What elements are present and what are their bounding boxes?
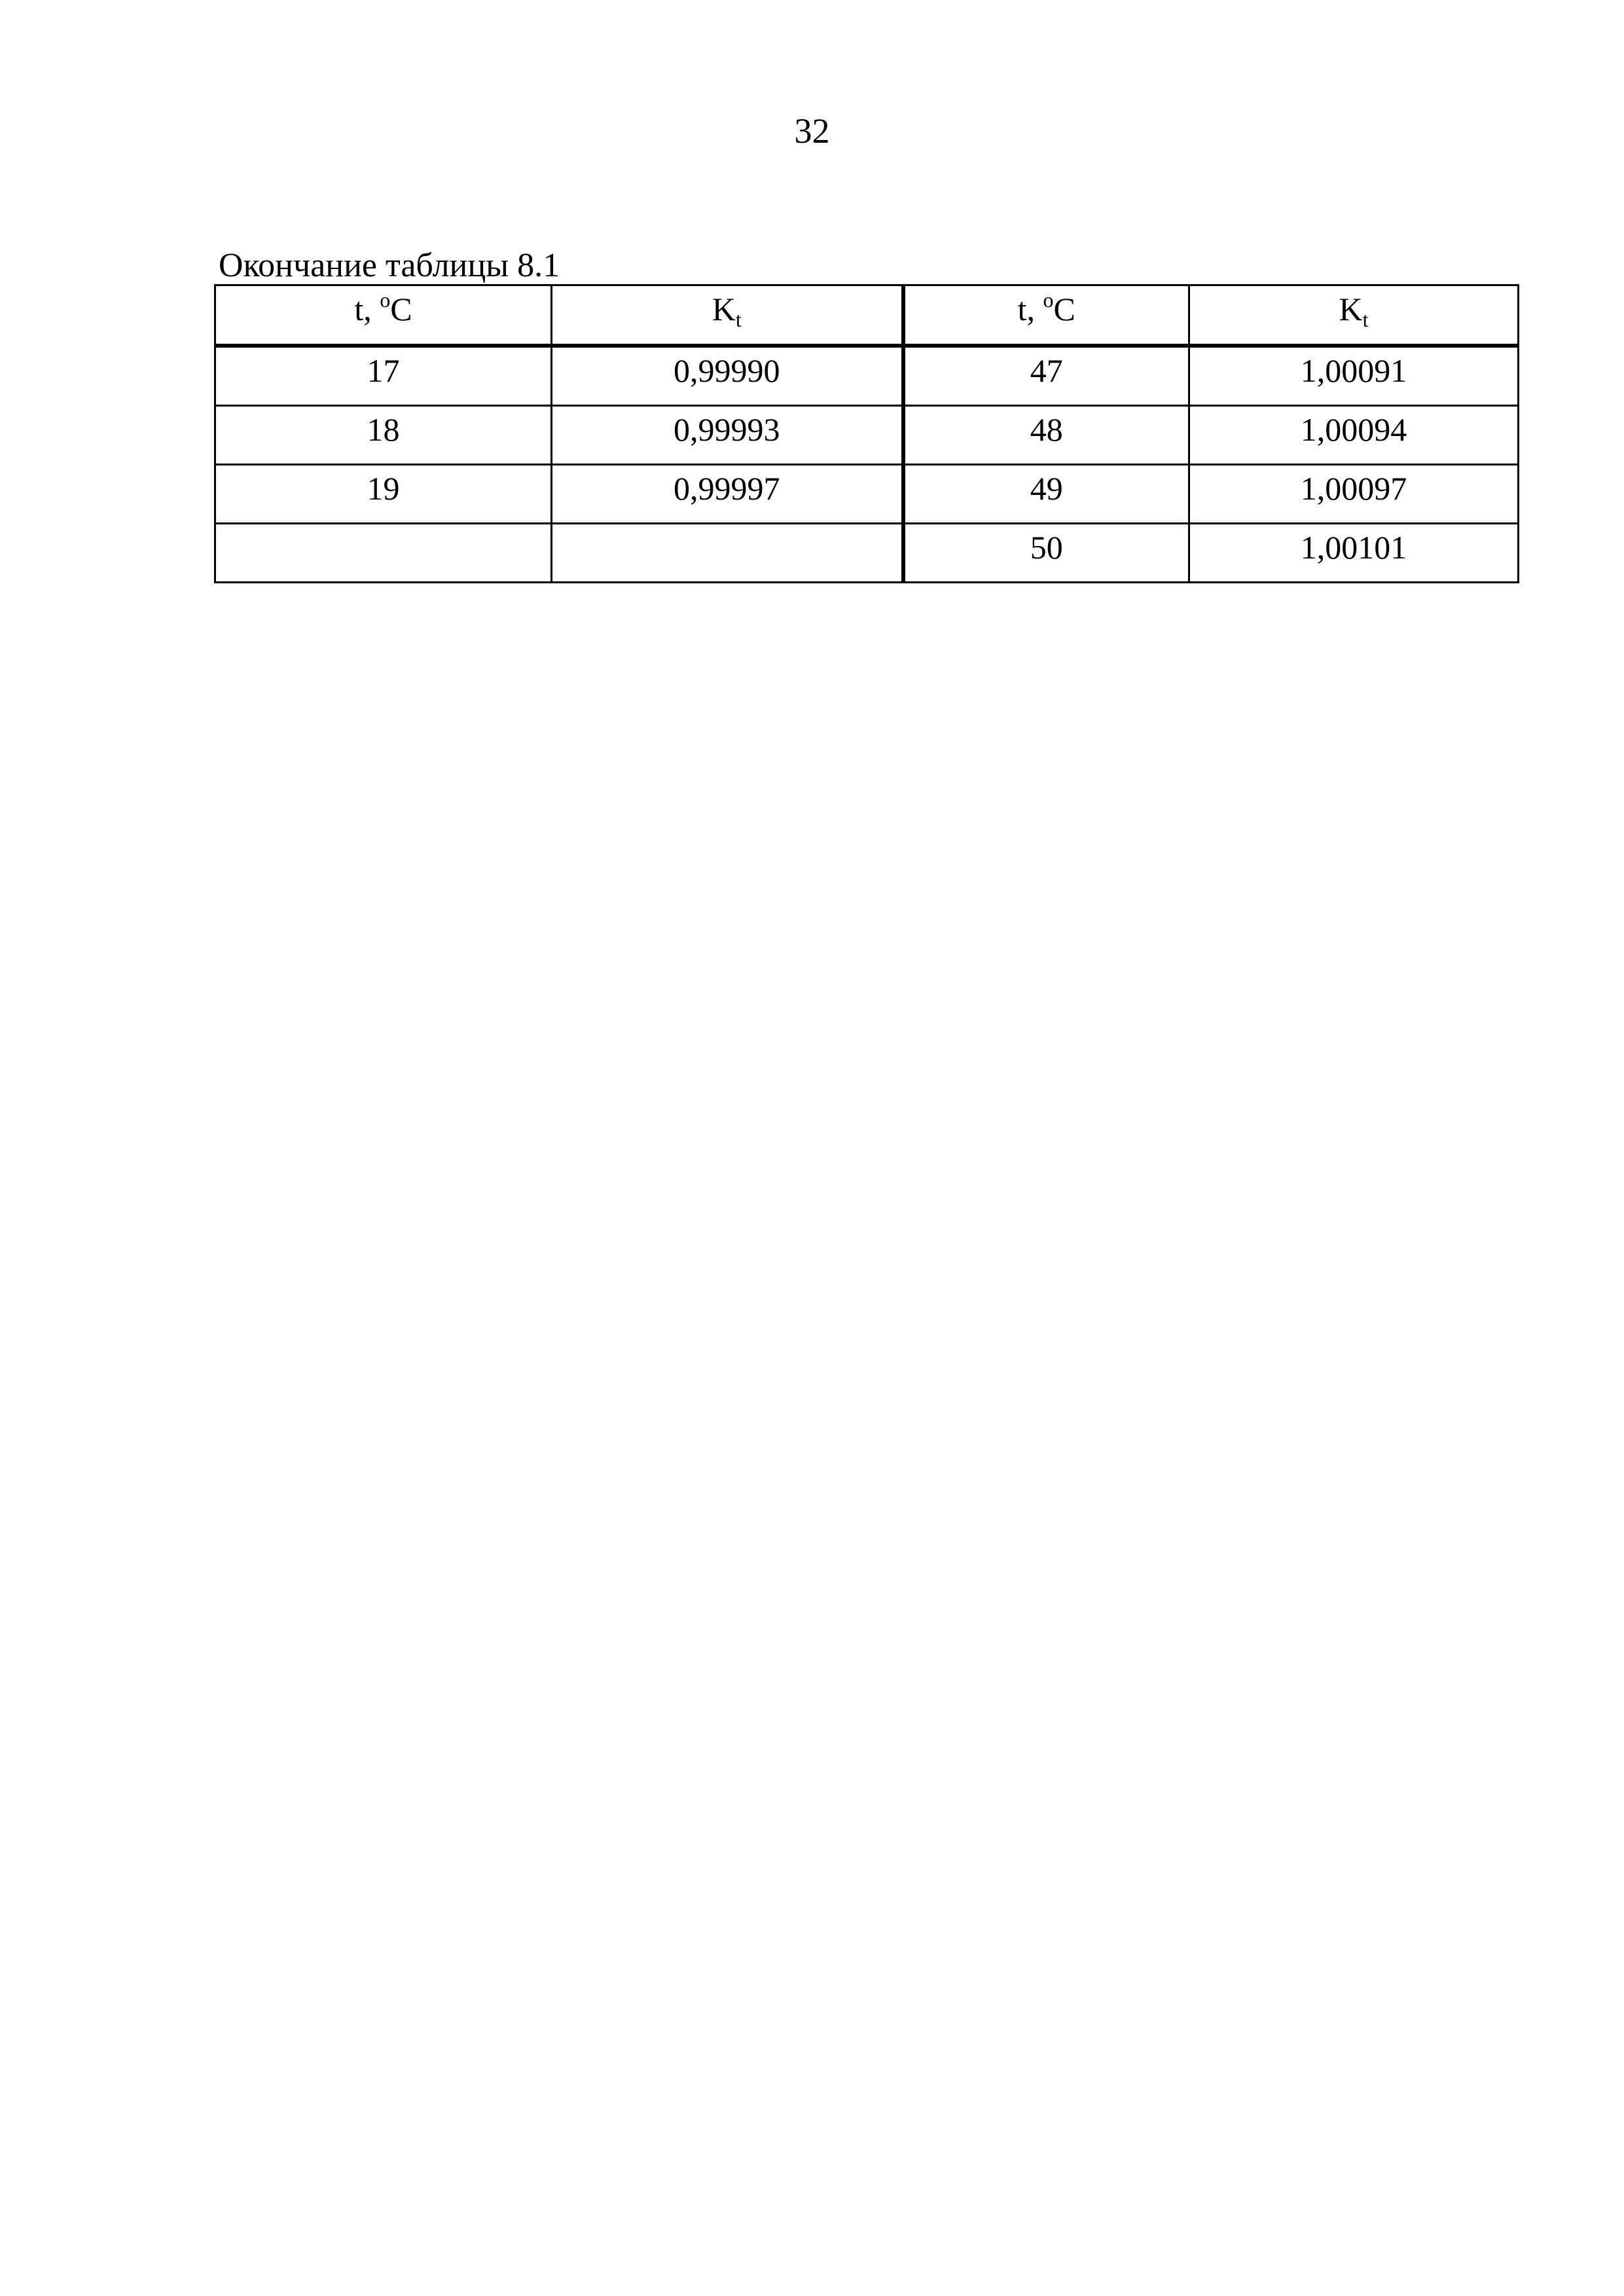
table-row — [215, 465, 1519, 524]
header-coefficient-2: $K_t$ — [1189, 285, 1519, 346]
table-row — [215, 524, 1519, 583]
cell-coefficient: 1,00097 — [1189, 465, 1519, 524]
cell-coefficient — [552, 524, 903, 583]
page-number: 32 — [794, 111, 830, 151]
coefficient-table — [214, 284, 1519, 583]
cell-coefficient: 0,99990 — [552, 346, 903, 406]
cell-temperature: 47 — [903, 346, 1189, 406]
cell-temperature: 17 — [215, 346, 552, 406]
cell-coefficient: 0,99997 — [552, 465, 903, 524]
header-coefficient-1: $K_t$ — [552, 285, 903, 346]
table-header-row — [215, 285, 1519, 346]
cell-coefficient: 0,99993 — [552, 406, 903, 465]
cell-coefficient: 1,00091 — [1189, 346, 1519, 406]
cell-temperature: 19 — [215, 465, 552, 524]
cell-temperature: 50 — [903, 524, 1189, 583]
cell-temperature: 18 — [215, 406, 552, 465]
table-row — [215, 406, 1519, 465]
header-temperature-1: t, $^o$C — [215, 285, 552, 346]
cell-temperature — [215, 524, 552, 583]
table-caption: Окончание таблицы 8.1 — [219, 247, 560, 284]
cell-temperature: 48 — [903, 406, 1189, 465]
cell-coefficient: 1,00094 — [1189, 406, 1519, 465]
table-row — [215, 346, 1519, 406]
cell-coefficient: 1,00101 — [1189, 524, 1519, 583]
header-temperature-2: t, $^o$C — [903, 285, 1189, 346]
cell-temperature: 49 — [903, 465, 1189, 524]
